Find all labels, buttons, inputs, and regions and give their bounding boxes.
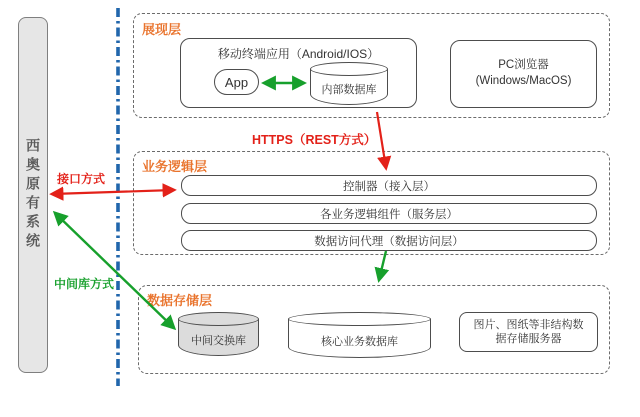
pc-browser-line2: (Windows/MacOS) bbox=[475, 75, 572, 87]
pc-browser-box bbox=[450, 40, 597, 108]
pc-browser-line1: PC浏览器 bbox=[498, 59, 549, 72]
file-storage-label: 图片、图纸等非结构数据存储服务器 bbox=[473, 318, 584, 345]
exchange-db-cylinder bbox=[178, 312, 259, 356]
data-access-proxy-bar: 数据访问代理（数据访问层） bbox=[181, 230, 597, 251]
app-pill bbox=[214, 69, 259, 95]
app-label: App bbox=[224, 74, 249, 90]
controller-bar: 控制器（接入层） bbox=[181, 175, 597, 196]
https-rest-label: HTTPS（REST方式） bbox=[252, 133, 377, 147]
legacy-system-box bbox=[18, 17, 48, 373]
service-components-bar: 各业务逻辑组件（服务层） bbox=[181, 203, 597, 224]
internal-db-label: 内部数据库 bbox=[321, 84, 377, 96]
mobile-app-title: 移动终端应用（Android/IOS） bbox=[217, 47, 380, 61]
data-access-arrow bbox=[379, 251, 386, 280]
file-storage-box bbox=[459, 312, 598, 352]
core-db-cylinder bbox=[288, 312, 431, 358]
exchange-db-cylinder-top bbox=[178, 312, 259, 326]
interface-mode-label: 接口方式 bbox=[57, 172, 106, 186]
presentation-layer-label: 展现层 bbox=[142, 22, 182, 37]
core-db-label: 核心业务数据库 bbox=[321, 336, 398, 348]
data-storage-layer-label: 数据存储层 bbox=[147, 293, 213, 308]
internal-db-cylinder bbox=[310, 62, 388, 105]
legacy-system-label: 西奥原有系统 bbox=[25, 138, 41, 252]
internal-db-cylinder-top bbox=[310, 62, 388, 76]
middleware-mode-label: 中间库方式 bbox=[54, 277, 115, 291]
business-logic-layer-label: 业务逻辑层 bbox=[142, 159, 208, 174]
exchange-db-label: 中间交换库 bbox=[191, 335, 246, 347]
core-db-cylinder-top bbox=[288, 312, 431, 326]
